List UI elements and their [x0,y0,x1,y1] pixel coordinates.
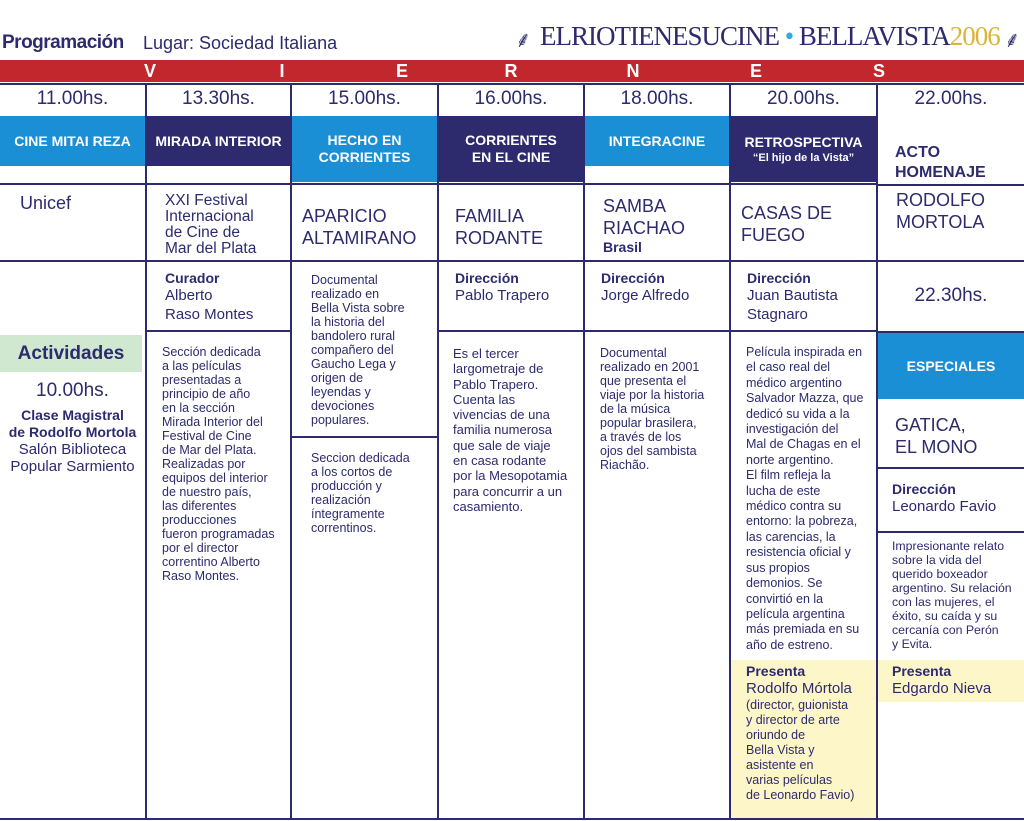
time-slot: 15.00hs. [328,88,401,109]
day-letter: I [279,61,285,81]
divider [876,467,1024,469]
acto-homenaje-heading: ACTO HOMENAJE [895,144,986,181]
credit-block: Curador Alberto Raso Montes [165,270,254,323]
description: Impresionante relato sobre la vida del querido boxeador argentino. Su relación con las mujeres, el éxito, su caída y su cercanía con Perón y Evita. [892,539,1012,651]
category-banner: INTEGRACINE [585,116,729,166]
description: Documental realizado en Bella Vista sobre la historia del bandolero rural compañero del Gaucho Lega y origen de leyendas y devociones populares. [311,273,405,427]
event-title: Unicef [20,193,72,213]
laurel-left-icon: ⸙ [515,28,532,53]
event-title: RODOLFO MORTOLA [896,190,986,232]
category-banner: RETROSPECTIVA “El hijo de la Vista” [731,116,876,182]
divider [0,260,1024,262]
time-slot: 22.00hs. [914,88,988,109]
day-letter: E [395,61,408,81]
event-title: XXI Festival Internacional de Cine de Mar del Plata [165,192,257,257]
divider [290,436,437,438]
festival-logo: ELRIOTIENESUCINE • BELLAVISTA2006 [540,21,1000,51]
time-slot: 11.00hs. [36,88,109,109]
divider [437,330,876,332]
programacion-heading: Programación [2,32,124,53]
event-title: APARICIO ALTAMIRANO [302,206,417,248]
category-banner: HECHO EN CORRIENTES [292,116,437,182]
category-banner: MIRADA INTERIOR [147,116,290,166]
day-letter: R [504,61,518,81]
event-title: SAMBA RIACHAO Brasil [603,196,686,255]
credit-block: Dirección Pablo Trapero [455,270,550,304]
event-title: CASAS DE FUEGO [741,203,833,245]
day-letter: S [872,61,885,81]
time-slot: 18.00hs. [620,88,694,109]
actividades-time: 10.00hs. [36,380,109,401]
divider [0,183,876,185]
column-divider [145,83,147,820]
event-title: GATICA, EL MONO [895,415,978,457]
presenta-block: Presenta Edgardo Nieva [892,663,992,697]
category-banner: CORRIENTES EN EL CINE [439,116,583,182]
description: Película inspirada en el caso real del médico argentino Salvador Mazza, que dedicó su vida a la investigación del Mal de Chagas en el norte argentino. El film refleja la lucha de este médico contra su entorno: la pobreza, las carencias, la resistencia oficial y sus propios demonios. Se convirtió en la película argentina más premiada en su año de estreno. [746,345,864,652]
credit-block: Dirección Jorge Alfredo [601,270,690,304]
time-slot: 16.00hs. [474,88,548,109]
divider [0,818,1024,820]
time-slot: 13.30hs. [182,88,255,109]
time-slot: 22.30hs. [914,285,988,306]
laurel-right-icon: ⸙ [1004,28,1021,53]
description: Es el tercer largometraje de Pablo Trapero. Cuenta las vivencias de una familia numerosa que sale de viaje en casa rodante por la Mesopotamia para concurrir a un casamiento. [453,346,568,514]
credit-block: Dirección Leonardo Favio [892,481,997,515]
column-divider [290,83,292,820]
column-divider [876,83,878,820]
description: Sección dedicada a las películas presentadas a principio de año en la sección Mirada Interior del Festival de Cine de Mar del Plata. Realizadas por equipos del interior de nuestro país, las diferentes producciones fueron programadas por el director correntino Alberto Raso Montes. [162,345,275,583]
day-letter: E [749,61,762,81]
divider [876,184,1024,186]
column-divider [437,83,439,820]
actividades-event: Clase Magistral de Rodolfo Mortola Salón Biblioteca Popular Sarmiento [8,407,137,475]
actividades-heading: Actividades [0,335,142,372]
divider [876,531,1024,533]
credit-block: Dirección Juan Bautista Stagnaro [747,270,838,323]
presenta-block: Presenta Rodolfo Mórtola (director, guionista y director de arte oriundo de Bella Vista y asistente en varias películas de Leonardo Favio) [746,663,855,802]
column-divider [583,83,585,820]
event-title: FAMILIA RODANTE [455,206,544,248]
description: Documental realizado en 2001 que presenta el viaje por la historia de la música popular brasilera, a través de los ojos del sambista Riachão. [600,346,705,472]
time-slot: 20.00hs. [767,88,840,109]
day-letter: V [143,61,156,81]
category-banner: ESPECIALES [878,333,1024,399]
divider [0,83,1024,85]
description: Seccion dedicada a los cortos de producción y realización íntegramente correntinos. [311,451,410,535]
day-letter: N [626,61,640,81]
divider [145,330,290,332]
lugar-text: Lugar: Sociedad Italiana [143,33,338,53]
category-banner: CINE MITAI REZA [0,116,145,166]
